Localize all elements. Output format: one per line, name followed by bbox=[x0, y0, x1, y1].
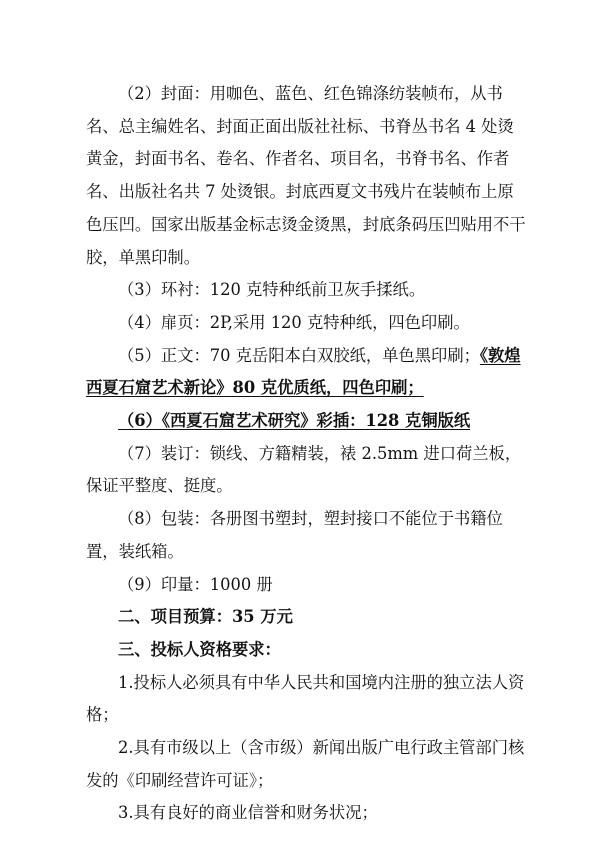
paragraph-endpaper: （3）环衬：120 克特种纸前卫灰手揉纸。 bbox=[118, 280, 426, 300]
requirement-3: 3.具有良好的商业信誉和财务状况； bbox=[118, 803, 378, 823]
heading-budget: 二、项目预算：35 万元 bbox=[118, 607, 293, 627]
paragraph-print-run: （9）印量：1000 册 bbox=[118, 574, 273, 594]
paragraph-title-page: （4）扉页：2P,采用 120 克特种纸，四色印刷。 bbox=[118, 312, 470, 332]
body-text-emphasis: 《敦煌西夏石窟艺术新论》80 克优质纸，四色印刷； bbox=[86, 345, 521, 398]
paragraph-packaging: （8）包装：各册图书塑封，塑封接口不能位于书籍位置，装纸箱。 bbox=[86, 509, 503, 561]
paragraph-body-text bbox=[86, 340, 526, 405]
paragraph-cover: （2）封面：用咖色、蓝色、红色锦涤纺装帧布，从书名、总主编姓名、封面正面出版社社标、书脊丛书名 4 处烫黄金，封面书名、卷名、作者名、项目名，书脊书名、作者名、出版社名共 7 处烫银。封底西夏文书残片在装帧布上原色压凹。国家出版基金标志烫金烫黑，封底条码压凹贴用不干胶，单黑印制。 bbox=[86, 84, 526, 267]
requirement-2: 2.具有市级以上（含市级）新闻出版广电行政主管部门核发的《印刷经营许可证》； bbox=[86, 738, 525, 790]
paragraph-binding: （7）装订：锁线、方籍精装，裱 2.5mm 进口荷兰板，保证平整度、挺度。 bbox=[86, 443, 522, 496]
heading-qualifications: 三、投标人资格要求： bbox=[118, 639, 281, 659]
requirement-1: 1.投标人必须具有中华人民共和国境内注册的独立法人资格； bbox=[86, 672, 525, 725]
document-body bbox=[86, 78, 526, 830]
body-text-plain: （5）正文：70 克岳阳本白双胶纸，单色黑印刷； bbox=[118, 345, 480, 365]
paragraph-color-insert: （6）《西夏石窟艺术研究》彩插：128 克铜版纸 bbox=[118, 411, 471, 431]
